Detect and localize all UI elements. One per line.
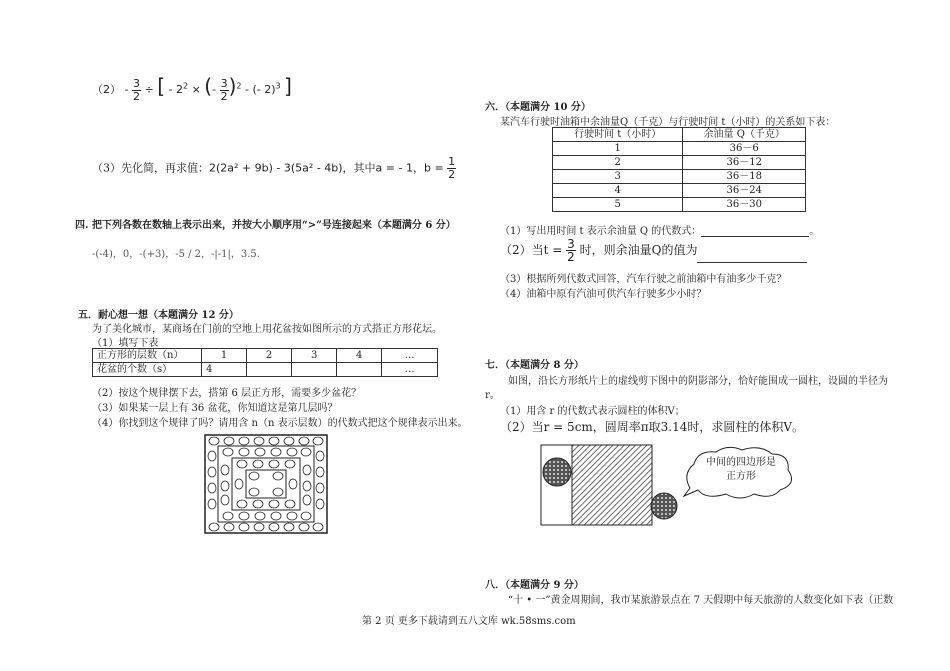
answer-blank[interactable]	[701, 225, 809, 237]
section5-q1: （1）填写下表	[92, 338, 159, 349]
section6-q2: （2）当t = $\frac{3}{2}$ 时，则余油量Q的值为	[500, 238, 807, 263]
table-row: 3 36－18	[553, 170, 806, 184]
table-row: 4 36－24	[553, 184, 806, 198]
table-row: 1 36－6	[553, 142, 806, 156]
section4-title: 四. 把下列各数在数轴上表示出来，并按大小顺序用“>”号连接起来（本题满分 6 分）	[75, 220, 456, 231]
section6-title: 六．（本题满分 10 分）	[485, 102, 591, 113]
flowerpot-square-figure	[204, 434, 328, 534]
table-row: 2 36－12	[553, 156, 806, 170]
table-row: 正方形的层数（n） 1 2 3 4 …	[93, 349, 438, 363]
section7-q2: （2）当r = 5cm，圆周率π取3.14时，求圆柱的体积V。	[500, 420, 805, 434]
q2-label: （2）	[92, 83, 121, 96]
q3-label: （3）先化简，再求值：	[92, 161, 209, 175]
section6-q4: （4）油箱中原有汽油可供汽车行驶多少小时？	[500, 289, 707, 300]
section6-q3: （3）根据所列代数式回答，汽车行驶之前油箱中有油多少千克？	[500, 274, 787, 285]
flowerpot-table	[92, 348, 438, 377]
cylinder-net-figure	[540, 444, 690, 526]
table-row: 行驶时间 t（小时） 余油量 Q（千克）	[553, 128, 806, 142]
section7-title: 七．（本题满分 8 分）	[485, 360, 584, 371]
q3-simplify	[92, 156, 456, 181]
section5-q3: （3）如果某一层上有 36 盆花，你知道这是第几层吗？	[92, 403, 338, 414]
section6-q1: （1）写出用时间 t 表示余油量 Q 的代数式： 。	[500, 226, 820, 237]
page-footer: 第 2 页 更多下载请到五八文库 wk.58sms.com	[362, 616, 576, 627]
section6-intro: 某汽车行驶时油箱中余油量Q（千克）与行驶时间 t（小时）的关系如下表：	[500, 117, 836, 128]
q2-fraction: $\frac{3}{2}$	[132, 76, 140, 103]
q3-expression: 2(2a² + 9b) - 3(5a² - 4b)，其中a = - 1，b =	[209, 161, 444, 175]
q2-expression: （2） - $\frac{3}{2}$ ÷ [ - $2^2$ × (- $\frac{3}{2}$ )$^2$ - (- 2)$^3$ ]	[92, 74, 292, 103]
section7-q1: （1）用含 r 的代数式表示圆柱的体积V；	[500, 406, 685, 417]
section7-intro-2: r。	[485, 390, 500, 401]
table-row: 5 36－30	[553, 198, 806, 212]
table-row: 花盆的个数（s） 4 …	[93, 363, 438, 377]
section7-intro: 如图，沿长方形纸片上的虚线剪下图中的阴影部分，恰好能围成一圆柱，设圆的半径为	[508, 376, 888, 387]
fuel-table	[552, 127, 806, 212]
answer-blank[interactable]	[697, 251, 807, 263]
section5-title: 五．耐心想一想（本题满分 12 分）	[78, 310, 239, 321]
section5-intro: 为了美化城市，某商场在门前的空地上用花盆按如图所示的方式搭正方形花坛。	[92, 324, 442, 335]
section5-q4: （4）你找到这个规律了吗？请用含 n（n 表示层数）的代数式把这个规律表示出来。	[92, 418, 468, 429]
q3-fraction: $\frac{1}{2}$	[448, 155, 456, 181]
section5-q2: （2）按这个规律摆下去，搭第 6 层正方形，需要多少盆花？	[92, 388, 362, 399]
bubble-text: 中间的四边形是 正方形	[706, 457, 776, 482]
section4-numbers: -(-4)，0，-(+3)，-5 / 2，-|-1|，3.5.	[92, 249, 260, 260]
section8-title: 八．（本题满分 9 分）	[485, 580, 584, 591]
section8-intro: “十 • 一”黄金周期间，我市某旅游景点在 7 天假期中每天旅游的人数变化如下表（正数	[508, 595, 894, 606]
